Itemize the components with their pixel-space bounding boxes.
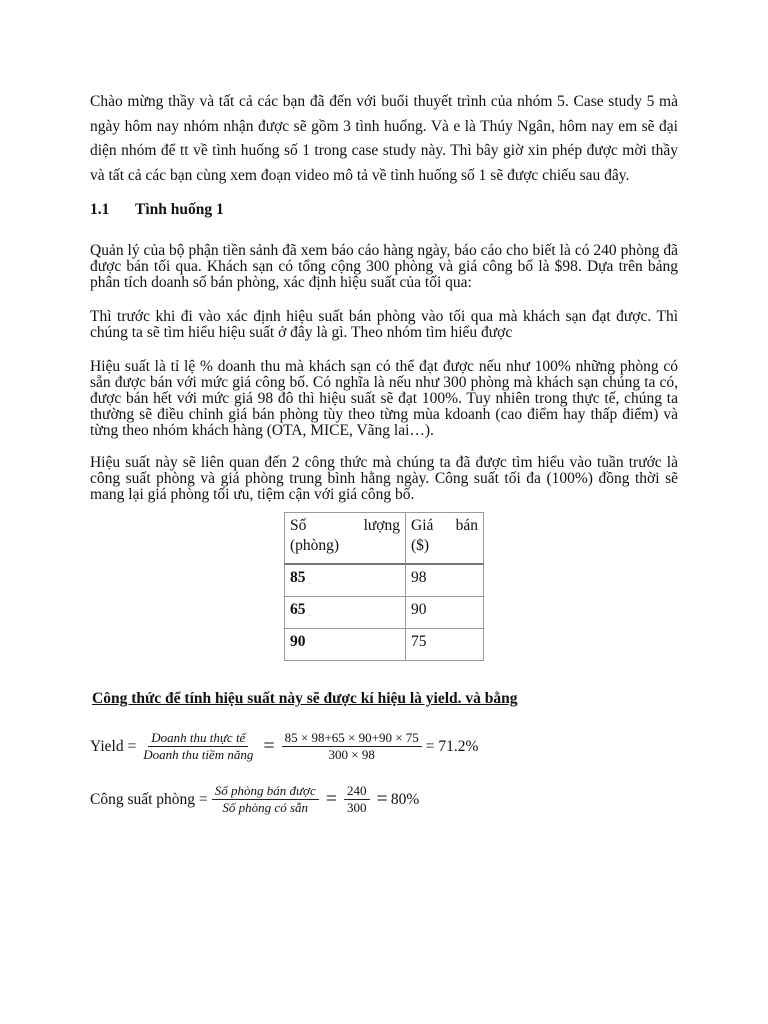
cell-quantity: 65 [285, 597, 406, 629]
cell-price: 98 [406, 564, 484, 597]
occupancy-calculation-fraction [344, 783, 370, 816]
yield-label: Yield = [90, 737, 137, 755]
occupancy-calc-denominator: 300 [347, 800, 367, 815]
yield-calc-denominator: 300 × 98 [328, 747, 375, 762]
header-price-unit: ($) [411, 537, 430, 554]
equals-sign: = [325, 788, 338, 810]
header-quantity-unit: (phòng) [290, 537, 340, 554]
table-row [285, 564, 484, 597]
cell-price: 75 [406, 629, 484, 661]
header-quantity-word1: Số [290, 517, 307, 534]
yield-numerator: Doanh thu thực tế [148, 730, 248, 747]
header-quantity-word2: lượng [363, 517, 400, 534]
paragraph-intro-yield: Thì trước khi đi vào xác định hiệu suất bán phòng vào tối qua mà khách sạn đạt được. Thì chúng ta sẽ tìm hiểu hiệu suất ở đây là gì. Theo nhóm tìm hiểu được [90, 308, 678, 341]
document-page [90, 90, 678, 816]
cell-quantity: 85 [285, 564, 406, 597]
header-price [406, 513, 484, 565]
cell-price: 90 [406, 597, 484, 629]
cell-quantity: 90 [285, 629, 406, 661]
sales-table [284, 512, 484, 661]
yield-fraction [140, 730, 256, 763]
section-number: 1.1 [90, 201, 110, 218]
occupancy-numerator: Số phòng bán được [212, 783, 319, 800]
table-row [285, 629, 484, 661]
section-heading [90, 201, 678, 219]
table-header-row [285, 513, 484, 565]
table-row [285, 597, 484, 629]
paragraph-yield-relation: Hiệu suất này sẽ liên quan đến 2 công thức mà chúng ta đã được tìm hiểu vào tuần trước là công suất phòng và giá phòng trung bình hằng ngày. Công suất tối đa (100%) đồng thời sẽ mang lại giá phòng tối ưu, tiệm cận với giá công bố. [90, 454, 678, 503]
yield-denominator: Doanh thu tiềm năng [143, 747, 254, 762]
occupancy-equation [90, 783, 678, 816]
equals-sign: = [376, 788, 388, 810]
equals-sign: = [263, 735, 275, 757]
paragraph-situation: Quản lý của bộ phận tiền sảnh đã xem báo cáo hàng ngày, báo cáo cho biết là có 240 phòng đã được bán tối qua. Khách sạn có tổng cộng 300 phòng và giá công bố là $98. Dựa trên bảng phân tích doanh số bán phòng, xác định hiệu suất của tối qua: [90, 242, 678, 291]
occupancy-label: Công suất phòng = [90, 790, 208, 808]
occupancy-fraction [212, 783, 319, 816]
paragraph-yield-definition: Hiệu suất là tỉ lệ % doanh thu mà khách sạn có thể đạt được nếu như 100% những phòng có sẵn được bán với mức giá công bố. Có nghĩa là nếu như 300 phòng mà khách sạn chúng ta có, được bán hết với mức giá 98 đô thì hiệu suất sẽ đạt 100%. Tuy nhiên trong thực tế, chúng ta thường sẽ điều chỉnh giá bán phòng tùy theo từng mùa kdoanh (cao điểm hay thấp điểm) và từng theo nhóm khách hàng (OTA, MICE, Vãng lai…). [90, 358, 678, 439]
occupancy-denominator: Số phòng có sẵn [222, 800, 309, 815]
occupancy-result: 80% [390, 790, 420, 808]
header-price-word2: bán [455, 517, 478, 534]
intro-paragraph: Chào mừng thầy và tất cả các bạn đã đến với buổi thuyết trình của nhóm 5. Case study 5 mà ngày hôm nay nhóm nhận được sẽ gồm 3 tình huống. Và e là Thúy Ngân, hôm nay em sẽ đại diện nhóm để tt về tình huống số 1 trong case study này. Thì bây giờ xin phép được mời thầy và tất cả các bạn cùng xem đoạn video mô tả về tình huống số 1 sẽ được chiếu sau đây. [90, 93, 678, 184]
yield-calc-numerator: 85 × 98+65 × 90+90 × 75 [282, 730, 422, 747]
yield-calculation-fraction [282, 730, 422, 763]
occupancy-calc-numerator: 240 [344, 783, 370, 800]
header-quantity [285, 513, 406, 565]
section-title: Tình huống 1 [135, 201, 224, 218]
formula-title: Công thức để tính hiệu suất này sẽ được kí hiệu là yield. và bằng [92, 690, 518, 707]
header-price-word1: Giá [411, 517, 434, 534]
yield-result: = 71.2% [425, 737, 479, 755]
yield-equation [90, 730, 678, 763]
